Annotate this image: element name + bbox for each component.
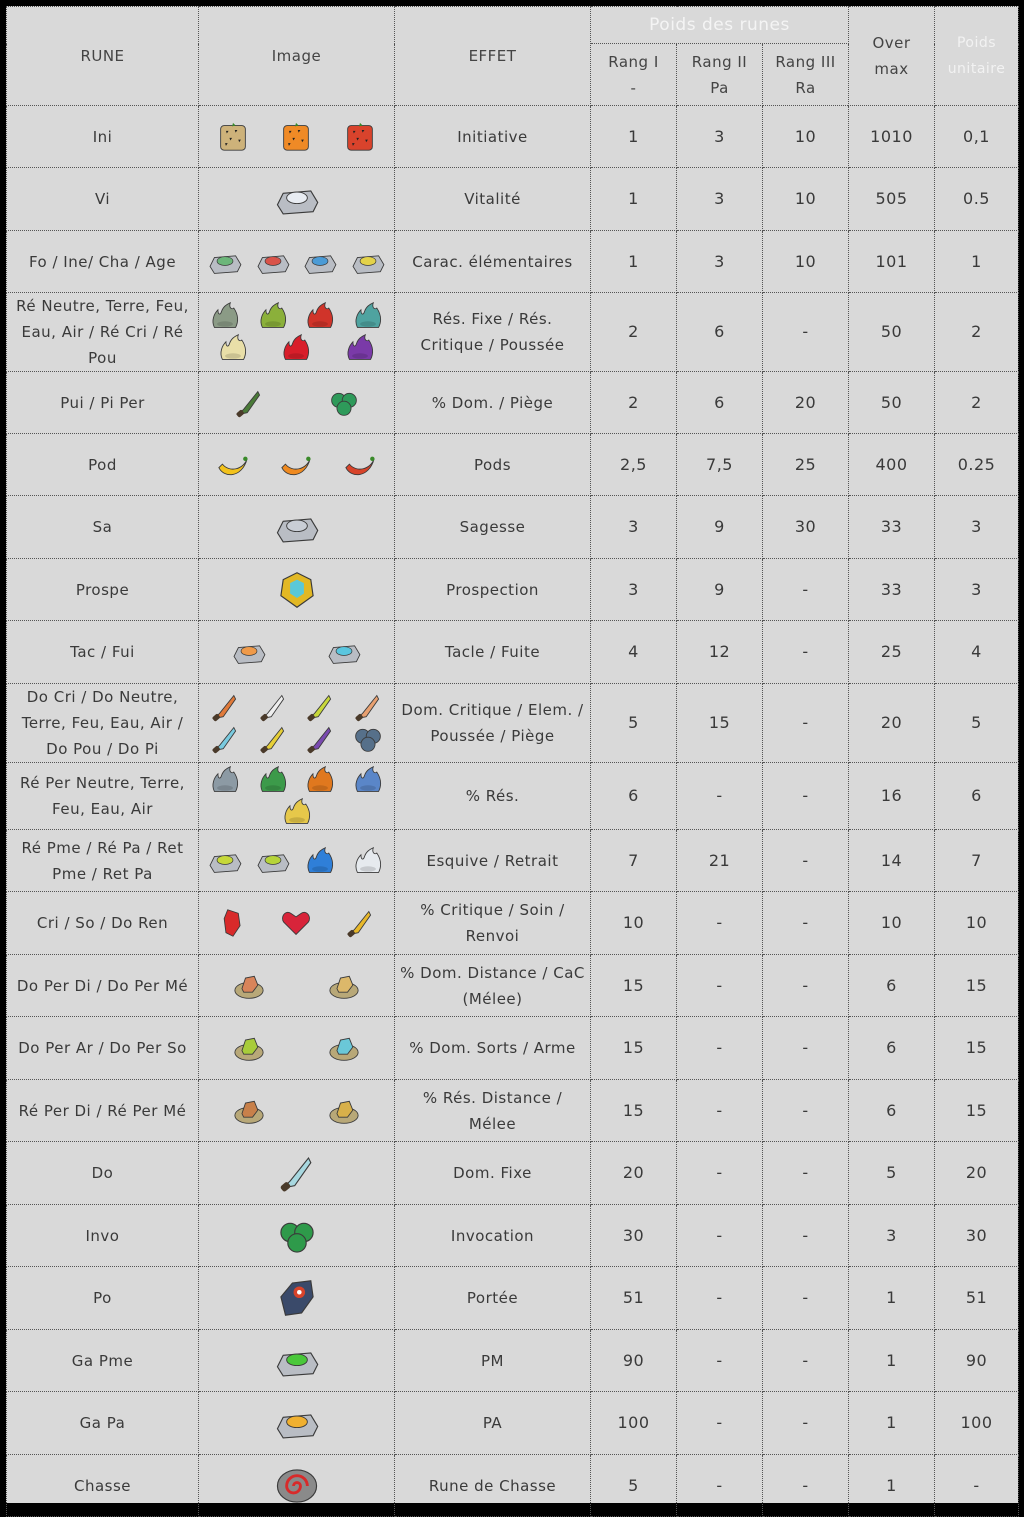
poids-unitaire-cell: 100 (935, 1392, 1019, 1455)
rune-image-cell (199, 1392, 395, 1455)
rune-image-cell (199, 1017, 395, 1080)
effet-cell: % Rés. (395, 763, 591, 830)
rune-image-cell (199, 496, 395, 559)
blade-yellow-icon (254, 724, 292, 754)
rune-icons (203, 177, 390, 221)
over-max-cell: 1 (849, 1455, 935, 1517)
flame-stone-blue-icon (349, 765, 387, 795)
rang-1-cell: 15 (591, 955, 677, 1017)
plate-lime-icon (230, 1033, 268, 1063)
rune-name-cell: Ré Neutre, Terre, Feu, Eau, Air / Ré Cri / Ré Pou (7, 293, 199, 372)
rune-name-cell: Ga Pme (7, 1330, 199, 1392)
rune-name-cell: Ini (7, 106, 199, 168)
rang-3-cell: - (763, 1330, 849, 1392)
effet-cell: Rune de Chasse (395, 1455, 591, 1517)
rune-name-cell: Sa (7, 496, 199, 559)
blade-purple-icon (301, 724, 339, 754)
effet-cell: Vitalité (395, 168, 591, 231)
rune-name-cell: Pod (7, 434, 199, 496)
stone-lime-icon (206, 846, 244, 876)
rune-name-cell: Do (7, 1142, 199, 1205)
rang-1-cell: 1 (591, 106, 677, 168)
rang-2-cell: 12 (677, 621, 763, 684)
flame-cream-icon (214, 333, 252, 363)
over-max-cell: 3 (849, 1205, 935, 1267)
cluster-slate-icon (349, 724, 387, 754)
over-max-cell: 16 (849, 763, 935, 830)
header-effet: EFFET (395, 7, 591, 106)
poids-unitaire-cell: 10 (935, 892, 1019, 955)
rune-icons (203, 1276, 390, 1320)
table-row (7, 1267, 1019, 1330)
over-max-cell: 101 (849, 231, 935, 293)
cluster-green-icon (325, 388, 363, 418)
rune-name-cell: Ré Per Di / Ré Per Mé (7, 1080, 199, 1142)
rune-icons (203, 1214, 390, 1258)
rang-1-cell: 5 (591, 684, 677, 763)
rune-image-cell (199, 955, 395, 1017)
effet-cell: % Rés. Distance / Mélee (395, 1080, 591, 1142)
blade-white-icon (254, 692, 292, 722)
poids-unitaire-cell: 2 (935, 372, 1019, 434)
rang-2-cell: 3 (677, 106, 763, 168)
flame-white-icon (349, 846, 387, 876)
effet-cell: Carac. élémentaires (395, 231, 591, 293)
heart-red-icon (277, 908, 315, 938)
over-max-cell: 400 (849, 434, 935, 496)
rang-2-cell: - (677, 892, 763, 955)
over-max-cell: 5 (849, 1142, 935, 1205)
rune-image-cell (199, 763, 395, 830)
crystal-red-icon (214, 908, 252, 938)
medal-copper-icon (230, 1096, 268, 1126)
rang-1-cell: 100 (591, 1392, 677, 1455)
rang-3-cell: - (763, 1142, 849, 1205)
table-row (7, 1205, 1019, 1267)
rune-image-cell (199, 106, 395, 168)
stone-amber-icon (274, 1403, 320, 1443)
table-row (7, 684, 1019, 763)
effet-cell: Pods (395, 434, 591, 496)
gem-gold-icon (274, 570, 320, 610)
poids-unitaire-cell: 0.25 (935, 434, 1019, 496)
rang-3-sub: Ra (795, 78, 816, 97)
rune-weight-table (6, 6, 1019, 1517)
rang-2-cell: 9 (677, 496, 763, 559)
effet-cell: Initiative (395, 106, 591, 168)
rang-2-cell: 6 (677, 372, 763, 434)
poids-unitaire-cell: 15 (935, 1080, 1019, 1142)
blade-ice-icon (274, 1153, 320, 1193)
rune-image-cell (199, 559, 395, 621)
rang-2-cell: - (677, 1392, 763, 1455)
effet-cell: PM (395, 1330, 591, 1392)
rune-image-cell (199, 1455, 395, 1517)
rang-2-cell: - (677, 1142, 763, 1205)
dice-beige-icon (214, 122, 252, 152)
effet-cell: Prospection (395, 559, 591, 621)
table-row (7, 955, 1019, 1017)
table-row (7, 372, 1019, 434)
flame-stone-green-icon (254, 765, 292, 795)
dagger-green-icon (230, 388, 268, 418)
poids-unitaire-cell: 15 (935, 1017, 1019, 1080)
rune-icons (203, 1031, 390, 1065)
rang-2-cell: 9 (677, 559, 763, 621)
rune-icons (203, 690, 390, 756)
over-max-cell: 50 (849, 293, 935, 372)
rune-name-cell: Invo (7, 1205, 199, 1267)
rang-3-cell: - (763, 293, 849, 372)
rang-1-cell: 10 (591, 892, 677, 955)
rune-image-cell (199, 168, 395, 231)
poids-unitaire-cell: - (935, 1455, 1019, 1517)
rune-image-cell (199, 1080, 395, 1142)
table-row (7, 763, 1019, 830)
over-max-cell: 50 (849, 372, 935, 434)
rang-2-cell: 21 (677, 830, 763, 892)
poids-unitaire-cell: 15 (935, 955, 1019, 1017)
poids-unitaire-cell: 2 (935, 293, 1019, 372)
rang-1-cell: 6 (591, 763, 677, 830)
over-max-cell: 10 (849, 892, 935, 955)
rang-1-cell: 15 (591, 1080, 677, 1142)
rune-icons (203, 120, 390, 154)
over-max-cell: 1 (849, 1330, 935, 1392)
table-row (7, 434, 1019, 496)
rune-icons (203, 1094, 390, 1128)
header-poids-des-runes: Poids des runes (591, 7, 849, 44)
rang-1-cell: 20 (591, 1142, 677, 1205)
stone-lime2-icon (254, 846, 292, 876)
rang-2-sub: Pa (710, 78, 729, 97)
header-rang-2 (677, 44, 763, 106)
over-max-cell: 1 (849, 1392, 935, 1455)
stone-blue-icon (301, 247, 339, 277)
rune-name-cell: Ré Per Neutre, Terre, Feu, Eau, Air (7, 763, 199, 830)
rang-2-cell: - (677, 1455, 763, 1517)
rune-name-cell: Ré Pme / Ré Pa / Ret Pme / Ret Pa (7, 830, 199, 892)
rang-2-cell: 15 (677, 684, 763, 763)
poids-unitaire-cell: 7 (935, 830, 1019, 892)
rang-2-cell: - (677, 763, 763, 830)
rang-3-cell: - (763, 684, 849, 763)
poids-unitaire-cell: 51 (935, 1267, 1019, 1330)
rang-2-cell: - (677, 1205, 763, 1267)
table-row (7, 1455, 1019, 1517)
poids-unitaire-cell: 0.5 (935, 168, 1019, 231)
rune-icons (203, 299, 390, 365)
over-max-cell: 6 (849, 955, 935, 1017)
rang-3-cell: 30 (763, 496, 849, 559)
effet-cell: Tacle / Fuite (395, 621, 591, 684)
rang-3-cell: - (763, 1455, 849, 1517)
rune-image-cell (199, 434, 395, 496)
rune-icons (203, 1464, 390, 1508)
over-max-cell: 1 (849, 1267, 935, 1330)
plate-gold-icon (325, 971, 363, 1001)
blade-cyan-icon (206, 724, 244, 754)
rang-1-cell: 90 (591, 1330, 677, 1392)
rune-name-cell: Fo / Ine/ Cha / Age (7, 231, 199, 293)
rune-icons (203, 568, 390, 612)
header-image: Image (199, 7, 395, 106)
table-row (7, 106, 1019, 168)
rune-image-cell (199, 231, 395, 293)
dice-red-icon (341, 122, 379, 152)
table-row (7, 1017, 1019, 1080)
rang-1-cell: 3 (591, 496, 677, 559)
rune-image-cell (199, 1205, 395, 1267)
rune-image-cell (199, 621, 395, 684)
over-max-cell: 25 (849, 621, 935, 684)
rune-name-cell: Vi (7, 168, 199, 231)
table-row (7, 1142, 1019, 1205)
over-max-cell: 14 (849, 830, 935, 892)
poids-unitaire-cell: 90 (935, 1330, 1019, 1392)
rune-icons (203, 969, 390, 1003)
rang-2-cell: 3 (677, 231, 763, 293)
rang-3-cell: - (763, 1205, 849, 1267)
flame-crimson-icon (277, 333, 315, 363)
rune-image-cell (199, 684, 395, 763)
rang-1-cell: 7 (591, 830, 677, 892)
rang-3-cell: 10 (763, 106, 849, 168)
rang-2-cell: - (677, 1267, 763, 1330)
over-max-cell: 33 (849, 559, 935, 621)
rang-3-cell: 20 (763, 372, 849, 434)
stone-silver-icon (274, 507, 320, 547)
rune-icons (203, 448, 390, 482)
stone-red-icon (254, 247, 292, 277)
poids-unitaire-cell: 0,1 (935, 106, 1019, 168)
poids-unitaire-cell: 4 (935, 621, 1019, 684)
blade-orange-icon (206, 692, 244, 722)
rune-icons (203, 906, 390, 940)
rang-1-cell: 51 (591, 1267, 677, 1330)
effet-cell: Rés. Fixe / Rés. Critique / Poussée (395, 293, 591, 372)
header-rang-3 (763, 44, 849, 106)
rune-name-cell: Chasse (7, 1455, 199, 1517)
rang-2-cell: - (677, 1017, 763, 1080)
blade-gold-icon (341, 908, 379, 938)
rune-icons (203, 1401, 390, 1445)
table-row (7, 231, 1019, 293)
header-poids-unitaire: Poids unitaire (935, 7, 1019, 106)
effet-cell: PA (395, 1392, 591, 1455)
rune-icons (203, 635, 390, 669)
rang-1-cell: 15 (591, 1017, 677, 1080)
table-row (7, 1080, 1019, 1142)
rang-1-cell: 1 (591, 168, 677, 231)
rang-1-cell: 1 (591, 231, 677, 293)
plate-copper-icon (230, 971, 268, 1001)
rang-2-cell: 7,5 (677, 434, 763, 496)
flame-olive-icon (254, 301, 292, 331)
flame-red-icon (301, 301, 339, 331)
table-row (7, 293, 1019, 372)
blade-lime-icon (301, 692, 339, 722)
flame-stone-gray-icon (206, 765, 244, 795)
effet-cell: Sagesse (395, 496, 591, 559)
eye-gem-icon (274, 1278, 320, 1318)
rune-name-cell: Do Cri / Do Neutre, Terre, Feu, Eau, Air / Do Pou / Do Pi (7, 684, 199, 763)
rune-name-cell: Po (7, 1267, 199, 1330)
rang-1-cell: 3 (591, 559, 677, 621)
rune-image-cell (199, 830, 395, 892)
rune-name-cell: Do Per Ar / Do Per So (7, 1017, 199, 1080)
blade-peach-icon (349, 692, 387, 722)
effet-cell: % Dom. / Piège (395, 372, 591, 434)
table-row (7, 621, 1019, 684)
over-max-cell: 1010 (849, 106, 935, 168)
rang-1-cell: 5 (591, 1455, 677, 1517)
rang-3-cell: - (763, 1017, 849, 1080)
stone-orange-icon (230, 637, 268, 667)
rang-1-cell: 2,5 (591, 434, 677, 496)
over-max-cell: 6 (849, 1017, 935, 1080)
rang-3-cell: - (763, 621, 849, 684)
rune-name-cell: Cri / So / Do Ren (7, 892, 199, 955)
flame-stone-orange-icon (301, 765, 339, 795)
effet-cell: % Dom. Sorts / Arme (395, 1017, 591, 1080)
rang-3-cell: 25 (763, 434, 849, 496)
over-max-cell: 20 (849, 684, 935, 763)
rune-icons (203, 245, 390, 279)
table-row (7, 892, 1019, 955)
rune-image-cell (199, 293, 395, 372)
stone-white-icon (274, 179, 320, 219)
rune-image-cell (199, 892, 395, 955)
table-row (7, 559, 1019, 621)
rang-1-cell: 4 (591, 621, 677, 684)
rune-icons (203, 844, 390, 878)
header-rune: RUNE (7, 7, 199, 106)
poids-unitaire-cell: 6 (935, 763, 1019, 830)
rune-icons (203, 505, 390, 549)
effet-cell: Esquive / Retrait (395, 830, 591, 892)
rang-2-cell: - (677, 955, 763, 1017)
banana-yellow-icon (214, 450, 252, 480)
effet-cell: % Critique / Soin / Renvoi (395, 892, 591, 955)
table-row (7, 1392, 1019, 1455)
over-max-cell: 33 (849, 496, 935, 559)
rang-2-cell: 6 (677, 293, 763, 372)
table-row (7, 168, 1019, 231)
rang-2-label: Rang II (691, 52, 748, 71)
header-rang-1 (591, 44, 677, 106)
poids-unitaire-cell: 3 (935, 559, 1019, 621)
rune-name-cell: Do Per Di / Do Per Mé (7, 955, 199, 1017)
rang-3-label: Rang III (775, 52, 836, 71)
rang-3-cell: 10 (763, 231, 849, 293)
rang-3-cell: 10 (763, 168, 849, 231)
plate-cyan-icon (325, 1033, 363, 1063)
rang-3-cell: - (763, 1392, 849, 1455)
banana-red-icon (341, 450, 379, 480)
poids-unitaire-cell: 20 (935, 1142, 1019, 1205)
effet-cell: Portée (395, 1267, 591, 1330)
effet-cell: Dom. Critique / Elem. / Poussée / Piège (395, 684, 591, 763)
stone-cyan-icon (325, 637, 363, 667)
cluster-emerald-icon (274, 1216, 320, 1256)
effet-cell: Dom. Fixe (395, 1142, 591, 1205)
flame-gray-icon (206, 301, 244, 331)
rang-1-cell: 2 (591, 293, 677, 372)
rang-1-sub: - (630, 78, 637, 97)
rang-2-cell: - (677, 1080, 763, 1142)
rune-name-cell: Ga Pa (7, 1392, 199, 1455)
rune-name-cell: Pui / Pi Per (7, 372, 199, 434)
rune-image-cell (199, 1267, 395, 1330)
stone-yellow-icon (349, 247, 387, 277)
poids-unitaire-cell: 5 (935, 684, 1019, 763)
over-max-cell: 6 (849, 1080, 935, 1142)
rang-1-cell: 2 (591, 372, 677, 434)
effet-cell: % Dom. Distance / CaC (Mélee) (395, 955, 591, 1017)
medal-gold-icon (325, 1096, 363, 1126)
dice-orange-icon (277, 122, 315, 152)
rang-2-cell: 3 (677, 168, 763, 231)
poids-unitaire-cell: 1 (935, 231, 1019, 293)
flame-stone-yellow-icon (278, 797, 316, 827)
rune-icons (203, 1151, 390, 1195)
rang-3-cell: - (763, 892, 849, 955)
poids-unitaire-cell: 30 (935, 1205, 1019, 1267)
flame-blue-icon (301, 846, 339, 876)
rune-image-cell (199, 372, 395, 434)
poids-unitaire-cell: 3 (935, 496, 1019, 559)
rang-1-cell: 30 (591, 1205, 677, 1267)
rang-1-label: Rang I (608, 52, 659, 71)
rune-icons (203, 386, 390, 420)
rang-3-cell: - (763, 955, 849, 1017)
header-over-max: Over max (849, 7, 935, 106)
spiral-stone-icon (274, 1466, 320, 1506)
rune-name-cell: Tac / Fui (7, 621, 199, 684)
table-row (7, 830, 1019, 892)
stone-green-icon (206, 247, 244, 277)
flame-teal-icon (349, 301, 387, 331)
rang-2-cell: - (677, 1330, 763, 1392)
rang-3-cell: - (763, 1267, 849, 1330)
flame-purple-icon (341, 333, 379, 363)
rune-icons (203, 763, 390, 829)
rune-icons (203, 1339, 390, 1383)
stone-bright-green-icon (274, 1341, 320, 1381)
rune-image-cell (199, 1142, 395, 1205)
rang-3-cell: - (763, 830, 849, 892)
rang-3-cell: - (763, 559, 849, 621)
table-row (7, 496, 1019, 559)
effet-cell: Invocation (395, 1205, 591, 1267)
banana-orange-icon (277, 450, 315, 480)
rang-3-cell: - (763, 763, 849, 830)
rang-3-cell: - (763, 1080, 849, 1142)
rune-name-cell: Prospe (7, 559, 199, 621)
over-max-cell: 505 (849, 168, 935, 231)
table-row (7, 1330, 1019, 1392)
rune-image-cell (199, 1330, 395, 1392)
